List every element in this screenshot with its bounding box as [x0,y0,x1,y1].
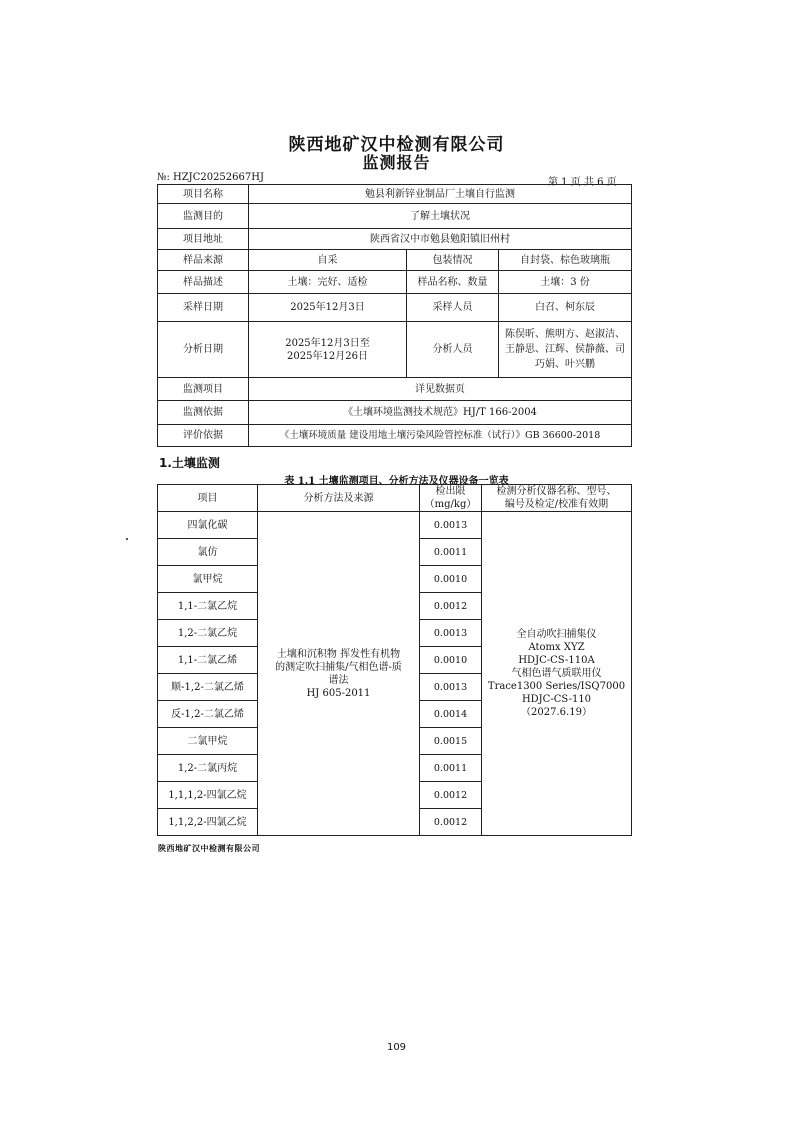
instrument-line: 气相色谱气质联用仪 [511,668,602,679]
row-limit: 0.0011 [420,539,482,566]
source: 自采 [249,250,407,271]
table-row [158,512,632,539]
table-caption: 表 1.1 土壤监测项目、分析方法及仪器设备一览表 [284,476,509,487]
method-line: 土壤和沉积物 挥发性有机物 [276,648,401,660]
label-qty: 样品名称、数量 [407,271,499,294]
row-item: 反-1,2-二氯乙烯 [158,701,258,728]
method-line: 谱法 [328,674,349,686]
sample-qty: 土壤：3 份 [499,271,632,294]
analysis-date-start: 2025年12月3日至 [285,337,370,349]
label-packaging: 包装情况 [407,250,499,271]
row-item: 氯仿 [158,539,258,566]
instrument-line: HDJC-CS-110A [518,655,595,666]
sample-date: 2025年12月3日 [249,294,407,322]
row-limit: 0.0010 [420,566,482,593]
instrument-cell [482,512,632,836]
page-info: 第 1 页 共 6 页 [548,177,617,188]
eval-basis: 《土壤环境质量 建设用地土壤污染风险管控标准（试行）》GB 36600-2018 [249,425,632,447]
row-item: 顺-1,2-二氯乙烯 [158,674,258,701]
header-instrument-line1: 检测分析仪器名称、型号、 [496,486,617,497]
table-header-row [158,485,632,512]
header-instrument-line2: 编号及检定/校准有效期 [504,499,609,510]
header-instrument [482,485,632,512]
packaging: 自封袋、棕色玻璃瓶 [499,250,632,271]
label-sample-date: 采样日期 [158,294,249,322]
label-analysis-date: 分析日期 [158,322,249,378]
label-source: 样品来源 [158,250,249,271]
label-address: 项目地址 [158,229,249,250]
company-name: 陕西地矿汉中检测有限公司 [288,135,505,155]
row-limit: 0.0013 [420,674,482,701]
row-limit: 0.0015 [420,728,482,755]
instrument-line: 全自动吹扫捕集仪 [516,629,597,640]
row-limit: 0.0012 [420,809,482,836]
section-title: 1.土壤监测 [159,456,220,470]
header-limit-line1: 检出限 [435,486,466,497]
row-limit: 0.0013 [420,512,482,539]
row-limit: 0.0013 [420,620,482,647]
report-number: №: HZJC20252667HJ [157,172,264,183]
instrument-line: HDJC-CS-110 [521,694,592,705]
method-line: HJ 605-2011 [306,687,371,699]
label-project-name: 项目名称 [158,185,249,204]
instrument-line: Trace1300 Series/ISQ7000 [487,681,626,692]
row-item: 1,2-二氯丙烷 [158,755,258,782]
row-limit: 0.0014 [420,701,482,728]
scan-speck [126,538,128,540]
row-item: 1,1,1,2-四氯乙烷 [158,782,258,809]
row-item: 二氯甲烷 [158,728,258,755]
header-method: 分析方法及来源 [258,485,420,512]
footer-company: 陕西地矿汉中检测有限公司 [158,843,260,853]
sample-desc: 土壤：完好、适检 [249,271,407,294]
label-sampler: 采样人员 [407,294,499,322]
instrument-line: Atomx XYZ [528,642,585,653]
row-item: 1,1-二氯乙烯 [158,647,258,674]
instrument-line: （2027.6.19） [521,707,592,718]
monitor-basis: 《土壤环境监测技术规范》HJ/T 166-2004 [249,401,632,425]
method-line: 的测定吹扫捕集/气相色谱-质 [275,661,402,673]
purpose: 了解土壤状况 [249,204,632,229]
row-limit: 0.0012 [420,782,482,809]
header-limit [420,485,482,512]
address: 陕西省汉中市勉县勉阳镇旧州村 [249,229,632,250]
header-item: 项目 [158,485,258,512]
row-item: 1,2-二氯乙烷 [158,620,258,647]
row-item: 1,1-二氯乙烷 [158,593,258,620]
row-limit: 0.0012 [420,593,482,620]
label-items: 监测项目 [158,378,249,401]
label-basis: 监测依据 [158,401,249,425]
analysis-date [249,322,407,378]
project-name: 勉县利新锌业制品厂土壤自行监测 [249,185,632,204]
label-eval: 评价依据 [158,425,249,447]
method-cell [258,512,420,836]
label-analyst: 分析人员 [407,322,499,378]
row-item: 氯甲烷 [158,566,258,593]
label-desc: 样品描述 [158,271,249,294]
analysis-date-end: 2025年12月26日 [287,350,368,362]
label-purpose: 监测目的 [158,204,249,229]
row-item: 四氯化碳 [158,512,258,539]
row-limit: 0.0011 [420,755,482,782]
monitor-items: 详见数据页 [249,378,632,401]
info-table [157,184,632,447]
row-item: 1,1,2,2-四氯乙烷 [158,809,258,836]
header-limit-line2: （mg/kg） [424,499,477,510]
row-limit: 0.0010 [420,647,482,674]
analysts: 陈俣昕、熊明方、赵淑洁、王静思、江辉、侯静薇、司巧娟、叶兴鹏 [499,322,632,378]
report-title: 监测报告 [362,153,431,172]
detection-table [157,484,632,836]
sampler: 白召、柯东辰 [499,294,632,322]
page-number: 109 [386,1042,407,1053]
